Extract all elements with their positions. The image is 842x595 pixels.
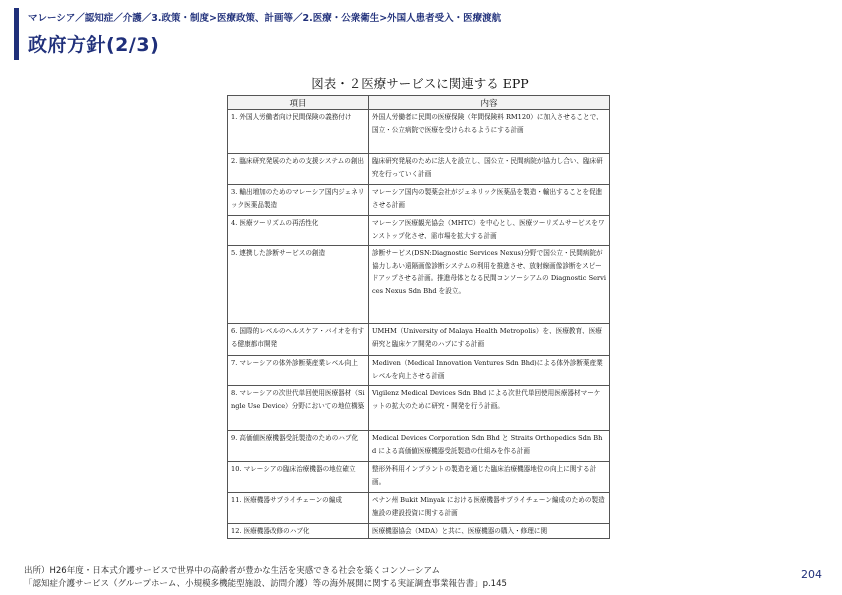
row-content: 臨床研究発展のために法人を設立し、国公立・民間病院が協力し合い、臨床研究を行っていく計画: [369, 154, 610, 185]
source-line-2: 「認知症介護サービス（グループホーム、小規模多機能型施設、訪問介護）等の海外展開に関する実証調査事業報告書」p.145: [24, 579, 507, 589]
row-content: 診断サービス(DSN:Diagnostic Services Nexus)分野で国公立・民間病院が協力しあい遠隔画像診断システムの利用を推進させ、放射線画像診断をスピードアップさせる計画。推進母体となる民間コンソーシアムの Diagnostic Services Nexus Sdn Bhd を設立。: [369, 246, 610, 324]
row-item: 8. マレーシアの次世代単回使用医療器材（Single Use Device）分野においての地位構築: [228, 386, 369, 431]
column-header-content: 内容: [369, 96, 610, 110]
row-content: Mediven（Medical Innovation Ventures Sdn Bhd)による体外診断薬産業レベルを向上させる計画: [369, 356, 610, 386]
table-row: [228, 185, 610, 216]
row-item: 10. マレーシアの臨床治療機器の地位確立: [228, 462, 369, 493]
row-content: ペナン州 Bukit Minyak における医療機器サプライチェーン編成のための製造施設の建設投資に関する計画: [369, 493, 610, 524]
row-item: 9. 高価値医療機器受託製造のためのハブ化: [228, 431, 369, 462]
row-item: 2. 臨床研究発展のための支援システムの創出: [228, 154, 369, 185]
source-line-1: 出所）H26年度・日本式介護サービスで世界中の高齢者が豊かな生活を実感できる社会を築くコンソーシアム: [24, 566, 440, 576]
row-content: Vigilenz Medical Devices Sdn Bhd による次世代単回使用医療器材マーケットの拡大のために研究・開発を行う計画。: [369, 386, 610, 431]
row-item: 5. 連携した診断サービスの創造: [228, 246, 369, 324]
column-header-item: 項目: [228, 96, 369, 110]
row-content: マレーシア医療観光協会（MHTC）を中心とし、医療ツーリズムサービスをワンストップ化させ、需市場を拡大する計画: [369, 216, 610, 246]
table-row: [228, 110, 610, 154]
source-note: [24, 565, 507, 591]
row-content: 整形外科用インプラントの製造を通じた臨床治療機器地位の向上に関する計画。: [369, 462, 610, 493]
row-item: 7. マレーシアの体外診断薬産業レベル向上: [228, 356, 369, 386]
table-row: [228, 524, 610, 539]
row-content: Medical Devices Corporation Sdn Bhd と Straits Orthopedics Sdn Bhd による高価値医療機器受託製造の仕組みを作る計画: [369, 431, 610, 462]
table-row: [228, 431, 610, 462]
table-row: [228, 154, 610, 185]
table-row: [228, 493, 610, 524]
table-row: [228, 462, 610, 493]
row-item: 12. 医療機器改修のハブ化: [228, 524, 369, 539]
row-content: 外国人労働者に民間の医療保険（年間保険料 RM120）に加入させることで、国立・公立病院で医療を受けられるようにする計画: [369, 110, 610, 154]
row-item: 6. 国際的レベルのヘルスケア・バイオを有する健康都市開発: [228, 324, 369, 356]
row-item: 1. 外国人労働者向け民間保険の義務付け: [228, 110, 369, 154]
table-row: [228, 356, 610, 386]
breadcrumb: マレーシア／認知症／介護／3.政策・制度>医療政策、計画等／2.医療・公衆衛生>外国人患者受入・医療渡航: [28, 13, 502, 24]
epp-table: [227, 95, 610, 539]
row-content: マレーシア国内の製薬会社がジェネリック医薬品を製造・輸出することを促進させる計画: [369, 185, 610, 216]
row-item: 4. 医療ツーリズムの再活性化: [228, 216, 369, 246]
table-row: [228, 216, 610, 246]
row-item: 3. 輸出増加のためのマレーシア国内ジェネリック医薬品製造: [228, 185, 369, 216]
table-row: [228, 324, 610, 356]
figure-title: 図表・２医療サービスに関連する EPP: [311, 76, 529, 91]
row-item: 11. 医療機器サプライチェーンの編成: [228, 493, 369, 524]
row-content: UMHM（University of Malaya Health Metropolis）を、医療教育、医療研究と臨床ケア開発のハブにする計画: [369, 324, 610, 356]
table-header-row: [228, 96, 610, 110]
title-accent-bar: [14, 8, 19, 60]
row-content: 医療機器協会（MDA）と共に、医療機器の購入・修理に関: [369, 524, 610, 539]
page-number: 204: [801, 568, 822, 581]
page-title: 政府方針(2/3): [28, 34, 160, 56]
table-row: [228, 246, 610, 324]
table-row: [228, 386, 610, 431]
